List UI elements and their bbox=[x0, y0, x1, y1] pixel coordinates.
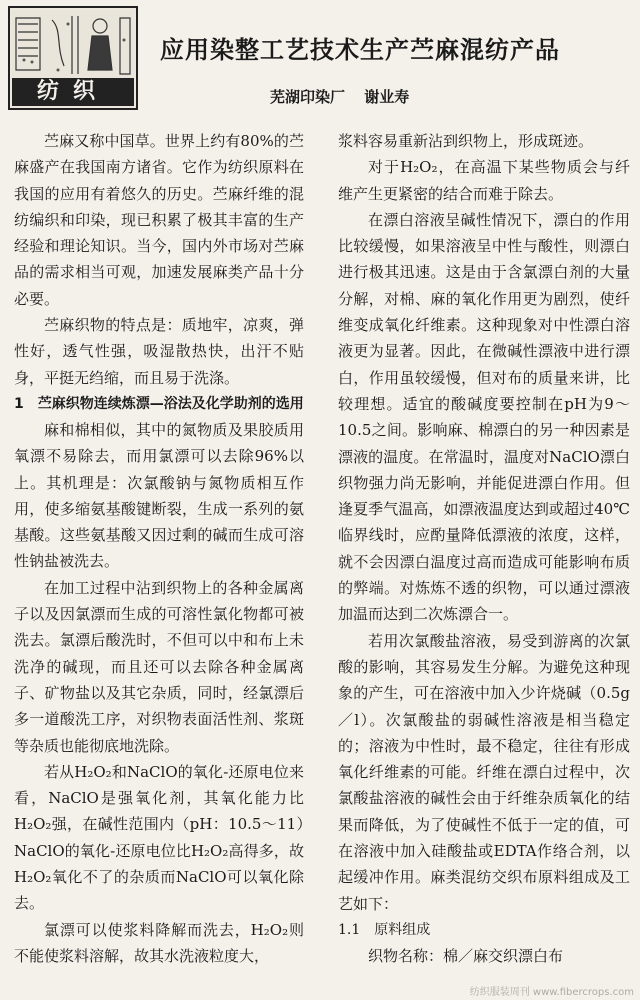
section-heading: 1 苎麻织物连续炼漂—浴法及化学助剂的选用 bbox=[14, 395, 304, 412]
section-logo-label: 纺织 bbox=[12, 78, 134, 106]
watermark: 纺织服装周刊 www.fibercrops.com bbox=[469, 987, 634, 998]
paragraph: 织物名称：棉／麻交织漂白布 bbox=[368, 946, 564, 965]
paragraph: 若用次氯酸盐溶液，易受到游离的次氯酸的影响，其容易发生分解。为避免这种现象的产生，可在溶液中加入少许烧碱（0.5g／l）。次氯酸盐的弱碱性溶液是相当稳定的；溶液为中性时，最不稳定，往往有形成氧化纤维素的可能。纤维在漂白过程中，次氯酸盐溶液的碱性会由于纤维杂质氧化的结果而降低，为了使碱性不低于一定的值，可在溶液中加入硅酸盐或EDTA作络合剂，以起缓冲作用。麻类混纺交织布原料组成及工艺如下： bbox=[338, 631, 630, 913]
author-organization: 芜湖印染厂 bbox=[270, 88, 346, 106]
paragraph: 苎麻织物的特点是：质地牢，凉爽，弹性好，透气性强，吸湿散热快，出汗不贴身，平挺无绉缩，而且易于洗涤。 bbox=[14, 316, 304, 387]
byline bbox=[270, 86, 570, 107]
paragraph: 氯漂可以使浆料降解而洗去，H₂O₂则不能使浆料溶解，故其水洗液粒度大， bbox=[14, 920, 304, 965]
paragraph: 苎麻又称中国草。世界上约有80%的苎麻盛产在我国南方诸省。它作为纺织原料在我国的应用有着悠久的历史。苎麻纤维的混纺编织和印染，现已积累了极其丰富的生产经验和理论知识。当今，国内外市场对苎麻品的需求相当可观，加速发展麻类产品十分必要。 bbox=[14, 132, 304, 308]
paragraph: 若从H₂O₂和NaClO的氧化-还原电位来看，NaClO是强氧化剂，其氧化能力比H₂O₂强，在碱性范围内（pH：10.5～11）NaClO的氧化-还原电位比H₂O₂高得多，故H₂O₂氧化不了的杂质而NaClO可以氧化除去。 bbox=[14, 762, 304, 913]
paragraph: 对于H₂O₂，在高温下某些物质会与纤维产生更紧密的结合而难于除去。 bbox=[338, 158, 630, 203]
article-title: 应用染整工艺技术生产苎麻混纺产品 bbox=[160, 36, 560, 64]
right-column bbox=[338, 128, 630, 969]
paragraph: 在加工过程中沾到织物上的各种金属离子以及因氯漂而生成的可溶性氯化物都可被洗去。氯漂后酸洗时，不但可以中和布上未洗净的碱现，而且还可以去除各种金属离子、矿物盐以及其它杂质，同时，经氯漂后多一道酸洗工序，对织物表面活性剂、浆斑等杂质也能彻底地洗除。 bbox=[14, 578, 304, 755]
textile-illustration-icon bbox=[12, 10, 134, 80]
paragraph-continued: 浆料容易重新沾到织物上，形成斑迹。 bbox=[338, 132, 594, 150]
author-name: 谢业寿 bbox=[364, 88, 410, 106]
subsection-heading: 1.1 原料组成 bbox=[338, 921, 431, 938]
section-logo bbox=[8, 6, 138, 110]
paragraph: 在漂白溶液呈碱性情况下，漂白的作用比较缓慢，如果溶液呈中性与酸性，则漂白进行极其迅速。这是由于含氯漂白剂的大量分解，对棉、麻的氧化作用更为剧烈，使纤维变成氧化纤维素。这种现象对中性漂白溶液更为显著。因此，在微碱性漂液中进行漂白，作用虽较缓慢，但对布的质量来讲，比较理想。适宜的酸碱度要控制在pH为9～10.5之间。影响麻、棉漂白的另一种因素是漂液的温度。在常温时，温度对NaClO漂白织物强力尚无影响，并能促进漂白作用。但逢夏季气温高，如漂液温度达到或超过40℃临界线时，应酌量降低漂液的浓度，这样，就不会因漂白温度过高而造成可能影响布质的弊端。对炼炼不透的织物，可以通过漂液加温而达到二次炼漂合一。 bbox=[338, 210, 630, 624]
left-column bbox=[14, 128, 304, 969]
paragraph: 麻和棉相似，其中的氮物质及果胶质用氧漂不易除去，而用氯漂可以去除96%以上。其机理是：次氯酸钠与氮物质相互作用，使多缩氨基酸键断裂，生成一系列的氨基酸。这些氨基酸又因过剩的碱而生成可溶性钠盐被洗去。 bbox=[14, 420, 304, 571]
